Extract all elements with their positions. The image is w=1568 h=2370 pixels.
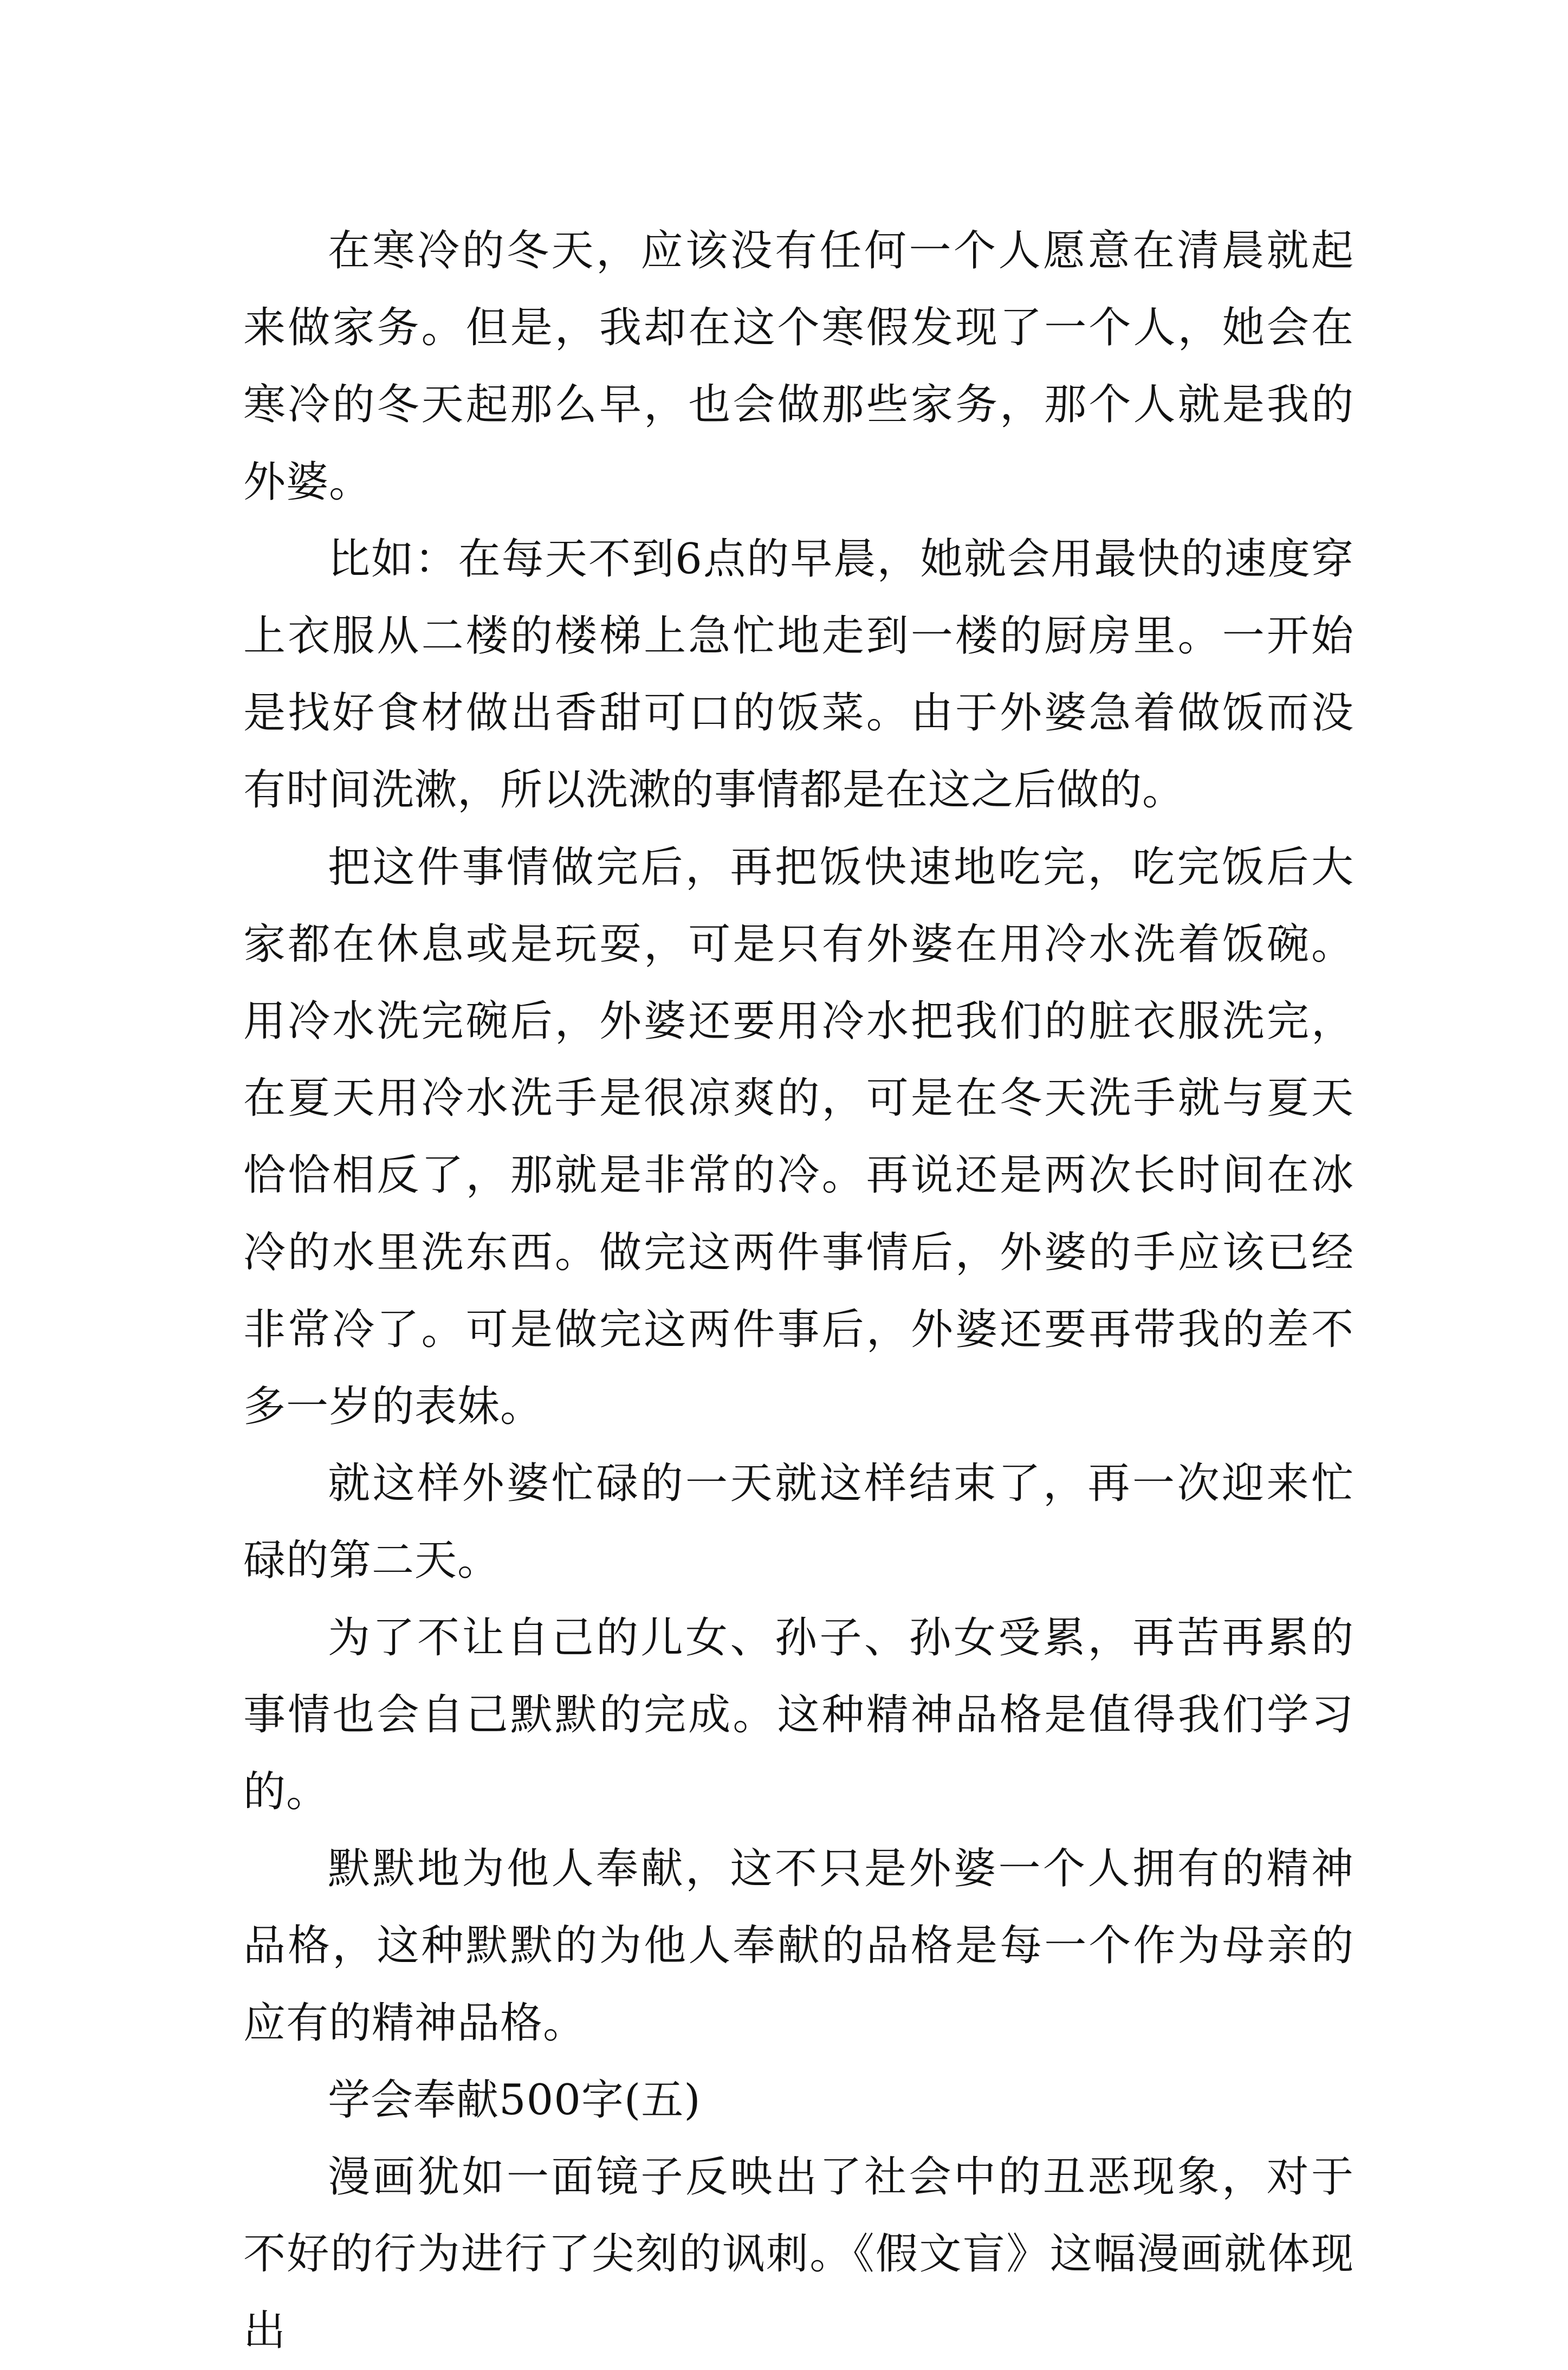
paragraph-4: 就这样外婆忙碌的一天就这样结束了，再一次迎来忙碌的第二天。: [243, 1459, 1354, 1585]
paragraph-1: 在寒冷的冬天，应该没有任何一个人愿意在清晨就起来做家务。但是，我却在这个寒假发现了一个人，她会在寒冷的冬天起那么早，也会做那些家务，那个人就是我的外婆。: [243, 226, 1354, 507]
paragraph-5: 为了不让自己的儿女、孙子、孙女受累，再苦再累的事情也会自己默默的完成。这种精神品格是值得我们学习的。: [243, 1613, 1354, 1817]
section-heading: 学会奉献500字(五): [328, 2075, 701, 2125]
paragraph-3: 把这件事情做完后，再把饭快速地吃完，吃完饭后大家都在休息或是玩耍，可是只有外婆在用冷水洗着饭碗。用冷水洗完碗后，外婆还要用冷水把我们的脏衣服洗完，在夏天用冷水洗手是很凉爽的，可是在冬天洗手就与夏天恰恰相反了，那就是非常的冷。再说还是两次长时间在冰冷的水里洗东西。做完这两件事情后，外婆的手应该已经非常冷了。可是做完这两件事后，外婆还要再带我的差不多一岁的表妹。: [243, 843, 1354, 1432]
paragraph-2: 比如：在每天不到6点的早晨，她就会用最快的速度穿上衣服从二楼的楼梯上急忙地走到一楼的厨房里。一开始是找好食材做出香甜可口的饭菜。由于外婆急着做饭而没有时间洗漱，所以洗漱的事情都是在这之后做的。: [243, 534, 1354, 815]
paragraph-6: 默默地为他人奉献，这不只是外婆一个人拥有的精神品格，这种默默的为他人奉献的品格是每一个作为母亲的应有的精神品格。: [243, 1844, 1354, 2048]
document-body: [243, 212, 1354, 2370]
paragraph-7: 漫画犹如一面镜子反映出了社会中的丑恶现象，对于不好的行为进行了尖刻的讽刺。《假文盲》这幅漫画就体现出: [243, 2153, 1354, 2356]
